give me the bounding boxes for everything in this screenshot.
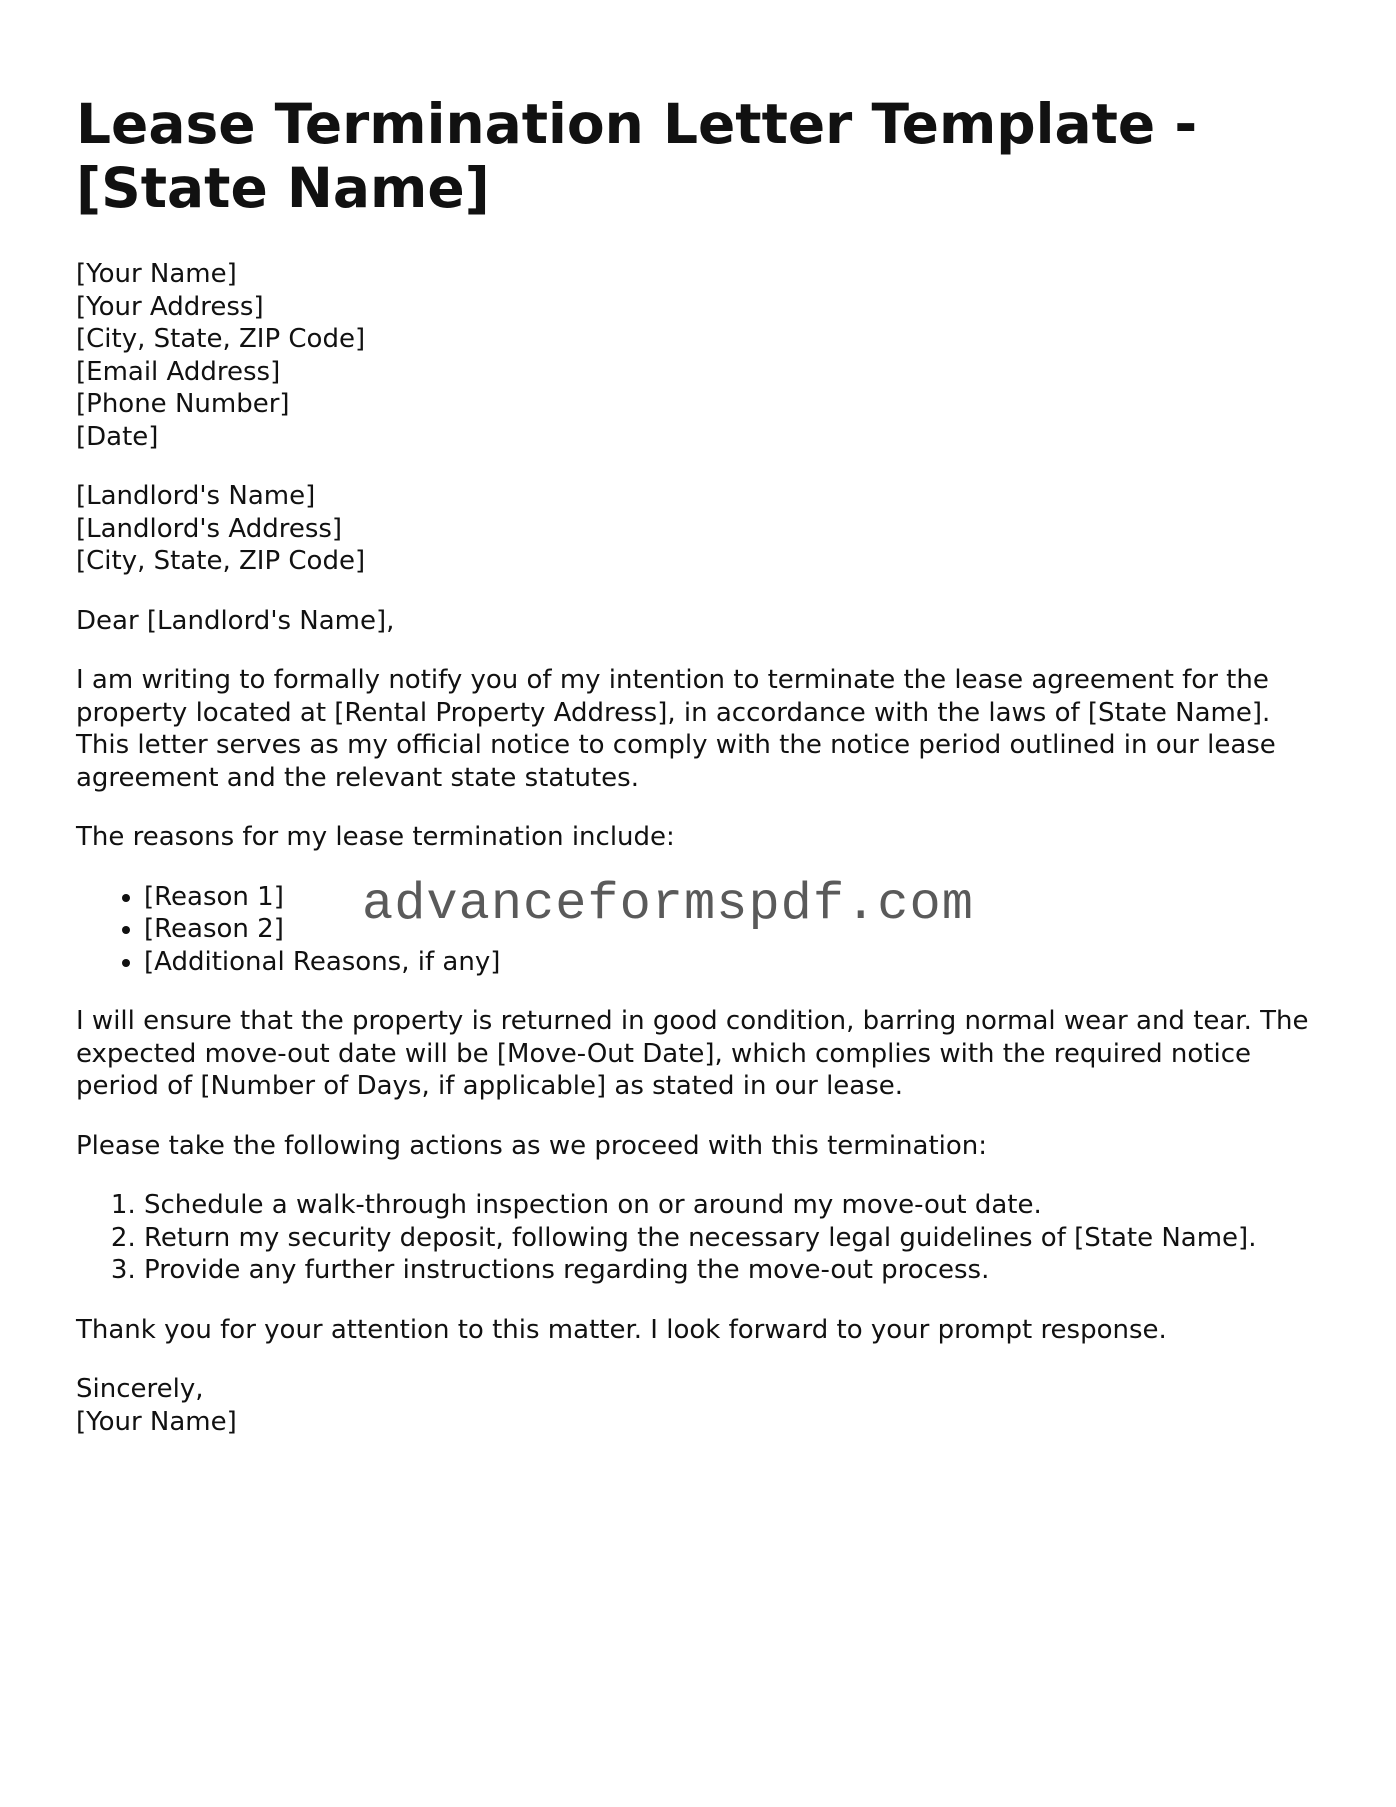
letter-date: [Date] <box>76 421 159 452</box>
landlord-block <box>76 480 1326 578</box>
landlord-address: [Landlord's Address] <box>76 513 343 544</box>
list-item: 1. Schedule a walk-through inspection on or around my move-out date. <box>144 1189 1326 1222</box>
list-item: • [Reason 2] <box>144 913 1326 946</box>
list-item: 2. Return my security deposit, following the necessary legal guidelines of [State Name]. <box>144 1222 1326 1255</box>
watermark-text: advanceformspdf.com <box>362 874 974 934</box>
sender-phone: [Phone Number] <box>76 389 290 419</box>
reasons-list <box>76 881 1326 979</box>
reasons-intro: The reasons for my lease termination include: <box>76 822 675 852</box>
letter-page <box>76 92 1326 1465</box>
actions-intro: Please take the following actions as we proceed with this termination: <box>76 1130 988 1161</box>
salutation: Dear [Landlord's Name], <box>76 605 395 636</box>
condition-paragraph: I will ensure that the property is returned in good condition, barring normal wear and tear. The expected move-out date will be [Move-Out Date], which complies with the required notice period of [Number of Days, if applicable] as stated in our lease. <box>76 1006 1309 1101</box>
landlord-name: [Landlord's Name] <box>76 481 316 511</box>
list-item: • [Additional Reasons, if any] <box>144 946 1326 979</box>
sender-name: [Your Name] <box>76 259 237 289</box>
signature-block <box>76 1373 1326 1438</box>
actions-list <box>76 1189 1326 1287</box>
closing-paragraph: Thank you for your attention to this matter. I look forward to your prompt response. <box>76 1314 1167 1345</box>
page-title: Lease Termination Letter Template - [State Name] <box>76 92 1198 220</box>
sender-address: [Your Address] <box>76 291 264 322</box>
signature-name: [Your Name] <box>76 1406 237 1437</box>
reasons-section <box>76 874 1326 979</box>
sender-email: [Email Address] <box>76 356 281 387</box>
list-item: • [Reason 1] <box>144 881 1326 914</box>
landlord-city-state-zip: [City, State, ZIP Code] <box>76 546 366 576</box>
sender-block <box>76 258 1326 453</box>
sender-city-state-zip: [City, State, ZIP Code] <box>76 324 366 354</box>
list-item: 3. Provide any further instructions regarding the move-out process. <box>144 1254 1326 1287</box>
intro-paragraph: I am writing to formally notify you of my intention to terminate the lease agreement for the property located at [Rental Property Address], in accordance with the laws of [State Name]. This letter serves as my official notice to comply with the notice period outlined in our lease agreement and the relevant state statutes. <box>76 665 1276 793</box>
signoff: Sincerely, <box>76 1374 204 1404</box>
